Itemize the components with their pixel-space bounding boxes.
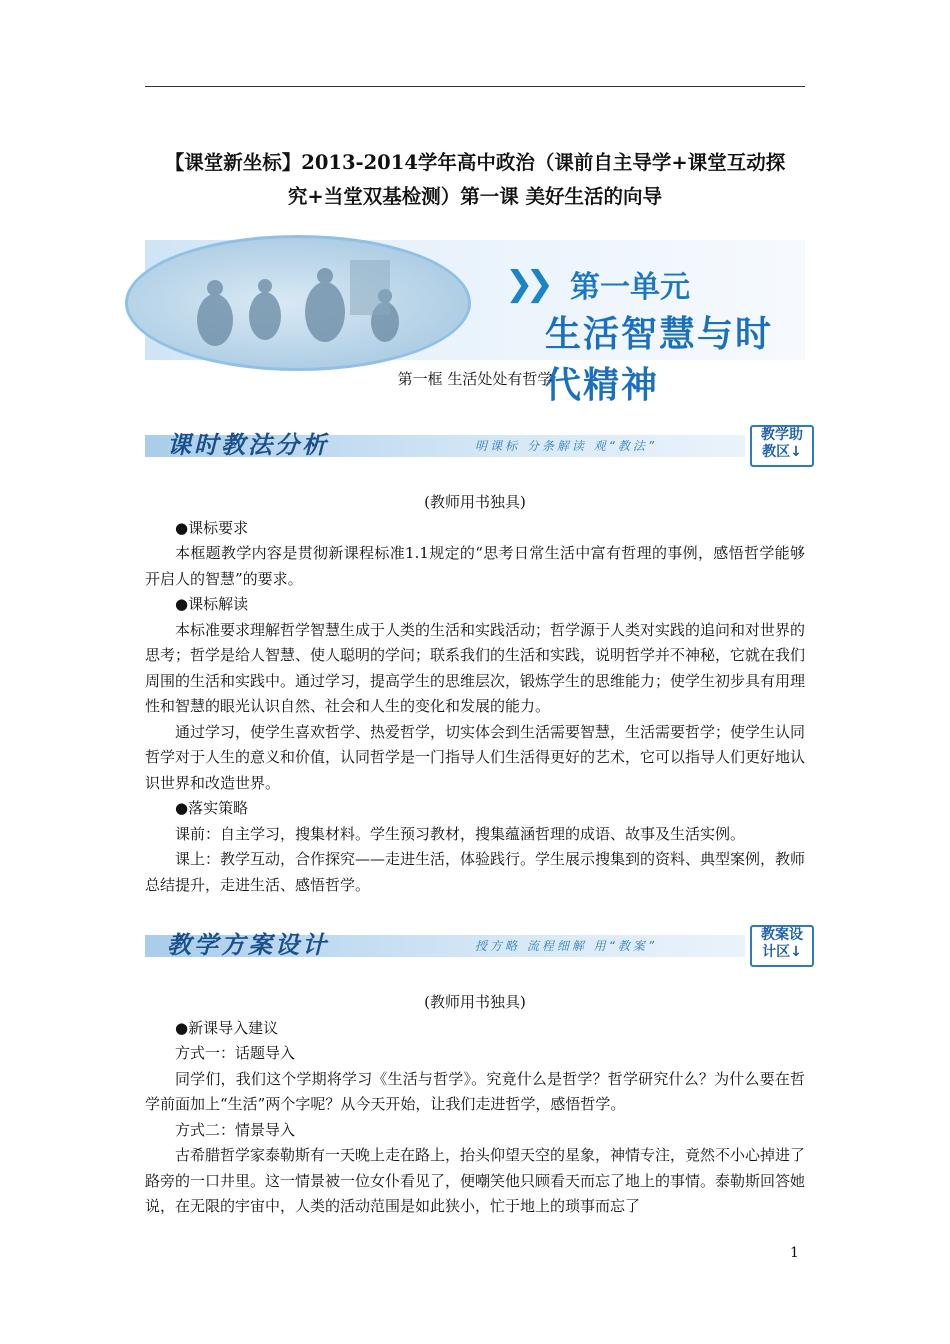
subheading: ●新课导入建议 [175, 1018, 279, 1037]
method-label: 方式二：情景导入 [175, 1120, 296, 1139]
section1-body [145, 490, 805, 898]
section-badge: 教学助 教区↓ [750, 425, 814, 467]
section-heading: 课时教法分析 [167, 431, 329, 459]
title-line-1: 【课堂新坐标】2013-2014学年高中政治（课前自主导学+课堂互动探 [164, 151, 786, 174]
painting-figures-icon [155, 250, 455, 350]
double-chevron-icon: ❯❯ [505, 264, 546, 304]
section-subtitle: 明课标 分条解读 观“教法” [475, 439, 658, 453]
section-subtitle: 授方略 流程细解 用“教案” [475, 939, 658, 953]
method-label: 方式一：话题导入 [175, 1044, 296, 1062]
unit-name: 生活智慧与时代精神 [545, 314, 774, 406]
subheading: ●课标要求 [175, 518, 249, 537]
subheading: ●课标解读 [175, 595, 249, 613]
page-number: 1 [790, 1245, 799, 1261]
paragraph: 课上：教学互动，合作探究——走进生活，体验践行。学生展示搜集到的资料、典型案例，教师总结提升，走进生活、感悟哲学。 [145, 850, 806, 894]
paragraph: 课前：自主学习，搜集材料。学生预习教材，搜集蕴涵哲理的成语、故事及生活实例。 [175, 824, 746, 843]
section-heading: 教学方案设计 [167, 931, 329, 959]
paragraph: 古希腊哲学家泰勒斯有一天晚上走在路上，抬头仰望天空的星象，神情专注，竟然不小心掉进了路旁的一口井里。这一情景被一位女仆看见了，便嘲笑他只顾看天而忘了地上的事情。泰勒斯回答她说，在无限的宇宙中，人类的活动范围是如此狭小，忙于地上的琐事而忘了 [145, 1146, 806, 1215]
document-title [145, 146, 805, 214]
header-rule [145, 86, 805, 87]
frame-title: 第一框 生活处处有哲学 [397, 370, 553, 388]
paragraph: 同学们，我们这个学期将学习《生活与哲学》。究竟什么是哲学？哲学研究什么？为什么要在哲学前面加上“生活”两个字呢？从今天开始，让我们走进哲学，感悟哲学。 [145, 1069, 805, 1113]
paragraph: 本标准要求理解哲学智慧生成于人类的生活和实践活动；哲学源于人类对实践的追问和对世界的思考；哲学是给人智慧、使人聪明的学问；联系我们的生活和实践，说明哲学并不神秘，它就在我们周围的生活和实践中。通过学习，提高学生的思维层次，锻炼学生的思维能力；使学生初步具有用理性和智慧的眼光认识自然、社会和人生的变化和发展的能力。 [145, 620, 806, 715]
teacher-note: (教师用书独具) [424, 993, 526, 1011]
teacher-note: (教师用书独具) [424, 493, 526, 511]
paragraph: 本框题教学内容是贯彻新课程标准1.1规定的“思考日常生活中富有哲理的事例，感悟哲学能够开启人的智慧”的要求。 [145, 544, 805, 588]
section-badge: 教案设 计区↓ [750, 925, 814, 967]
unit-number: 第一单元 [570, 270, 690, 305]
section-bar-lesson-analysis [145, 425, 815, 465]
title-line-2: 究+当堂双基检测）第一课 美好生活的向导 [287, 185, 663, 208]
section2-body [145, 990, 805, 1220]
section-bar-teaching-plan [145, 925, 815, 965]
paragraph: 通过学习，使学生喜欢哲学、热爱哲学，切实体会到生活需要智慧，生活需要哲学；使学生认同哲学对于人生的意义和价值，认同哲学是一门指导人们生活得更好的艺术，它可以指导人们更好地认识世界和改造世界。 [145, 722, 806, 792]
subheading: ●落实策略 [175, 799, 249, 817]
